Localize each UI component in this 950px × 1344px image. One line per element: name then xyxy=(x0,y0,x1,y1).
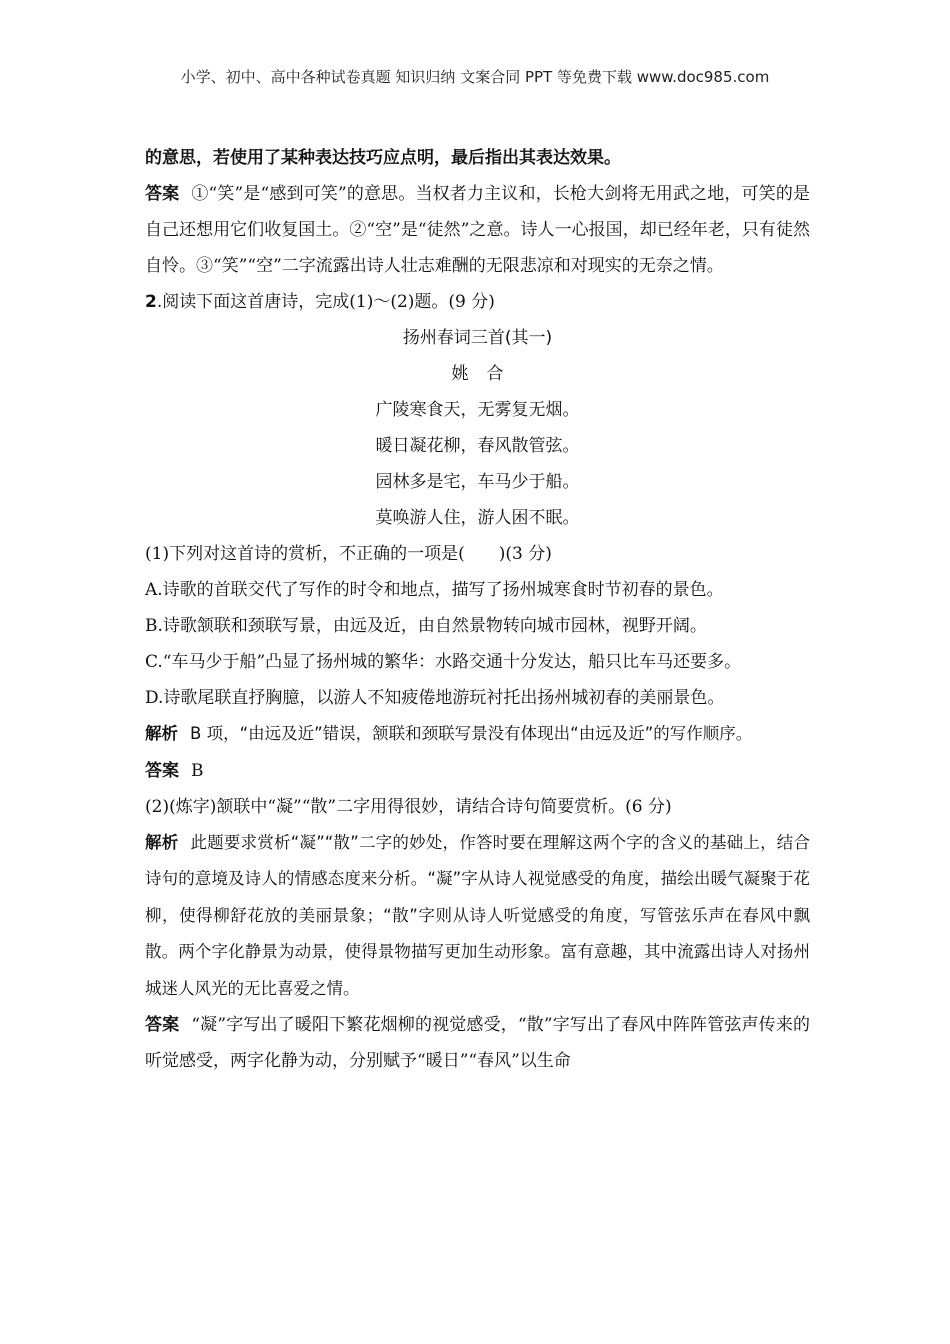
answer-block-3 xyxy=(145,1007,810,1079)
intro-line: 的意思，若使用了某种表达技巧应点明，最后指出其表达效果。 xyxy=(145,148,621,168)
sub-question-1: (1)下列对这首诗的赏析，不正确的一项是( )(3 分) xyxy=(145,544,552,564)
poem-title: 扬州春词三首(其一) xyxy=(402,328,553,348)
option-a: A.诗歌的首联交代了写作的时令和地点，描写了扬州城寒食时节初春的景色。 xyxy=(145,580,724,600)
question-number: 2 xyxy=(145,292,157,312)
option-d: D.诗歌尾联直抒胸臆，以游人不知疲倦地游玩衬托出扬州城初春的美丽景色。 xyxy=(145,688,725,708)
option-b: B.诗歌颔联和颈联写景，由远及近，由自然景物转向城市园林，视野开阔。 xyxy=(145,616,707,636)
question-2 xyxy=(145,284,810,320)
answer-text: “凝”字写出了暖阳下繁花烟柳的视觉感受，“散”字写出了春风中阵阵管弦声传来的听觉感受，两字化静为动，分别赋予“暖日”“春风”以生命 xyxy=(145,1015,811,1071)
analysis-block-2 xyxy=(145,825,810,1008)
analysis-text: 此题要求赏析“凝”“散”二字的妙处，作答时要在理解这两个字的含义的基础上，结合诗句的意境及诗人的情感态度来分析。“凝”字从诗人视觉感受的角度，描绘出暖气凝聚于花柳，使得柳舒花放的美丽景象；“散”字则从诗人听觉感受的角度，写管弦乐声在春风中飘散。两个字化静景为动景，使得景物描写更加生动形象。富有意趣，其中流露出诗人对扬州城迷人风光的无比喜爱之情。 xyxy=(145,832,811,998)
answer-label: 答案 xyxy=(145,184,180,204)
analysis-block-1 xyxy=(145,716,810,753)
poem-author: 姚合 xyxy=(451,364,522,384)
answer-block-2 xyxy=(145,753,810,789)
answer-label: 答案 xyxy=(145,1015,180,1035)
analysis-label: 解析 xyxy=(145,724,178,743)
poem-line: 莫唤游人住，游人困不眠。 xyxy=(375,508,580,528)
answer-label: 答案 xyxy=(145,760,179,781)
answer-block-1 xyxy=(145,176,810,284)
poem-line: 暖日凝花柳，春风散管弦。 xyxy=(375,436,580,456)
poem-line: 广陵寒食天，无雾复无烟。 xyxy=(375,400,580,420)
content-body xyxy=(145,140,810,1079)
option-c: C.“车马少于船”凸显了扬州城的繁华：水路交通十分发达，船只比车马还要多。 xyxy=(145,652,742,672)
analysis-label: 解析 xyxy=(145,832,179,852)
question-text: .阅读下面这首唐诗，完成(1)～(2)题。(9 分) xyxy=(156,292,495,312)
poem-line: 园林多是宅，车马少于船。 xyxy=(375,472,580,492)
answer-text: ①“笑”是“感到可笑”的意思。当权者力主议和，长枪大剑将无用武之地，可笑的是自己还想用它们收复国土。②“空”是“徒然”之意。诗人一心报国，却已经年老，只有徒然自怜。③“笑”“空”二字流露出诗人壮志难酬的无限悲凉和对现实的无奈之情。 xyxy=(145,184,811,276)
analysis-text: B 项，“由远及近”错误，颔联和颈联写景没有体现出“由远及近”的写作顺序。 xyxy=(190,724,753,743)
page-header: 小学、初中、高中各种试卷真题 知识归纳 文案合同 PPT 等免费下载 www.doc985.com xyxy=(180,68,770,86)
sub-question-2: (2)(炼字)颔联中“凝”“散”二字用得很妙，请结合诗句简要赏析。(6 分) xyxy=(145,796,672,817)
answer-text: B xyxy=(191,760,204,781)
